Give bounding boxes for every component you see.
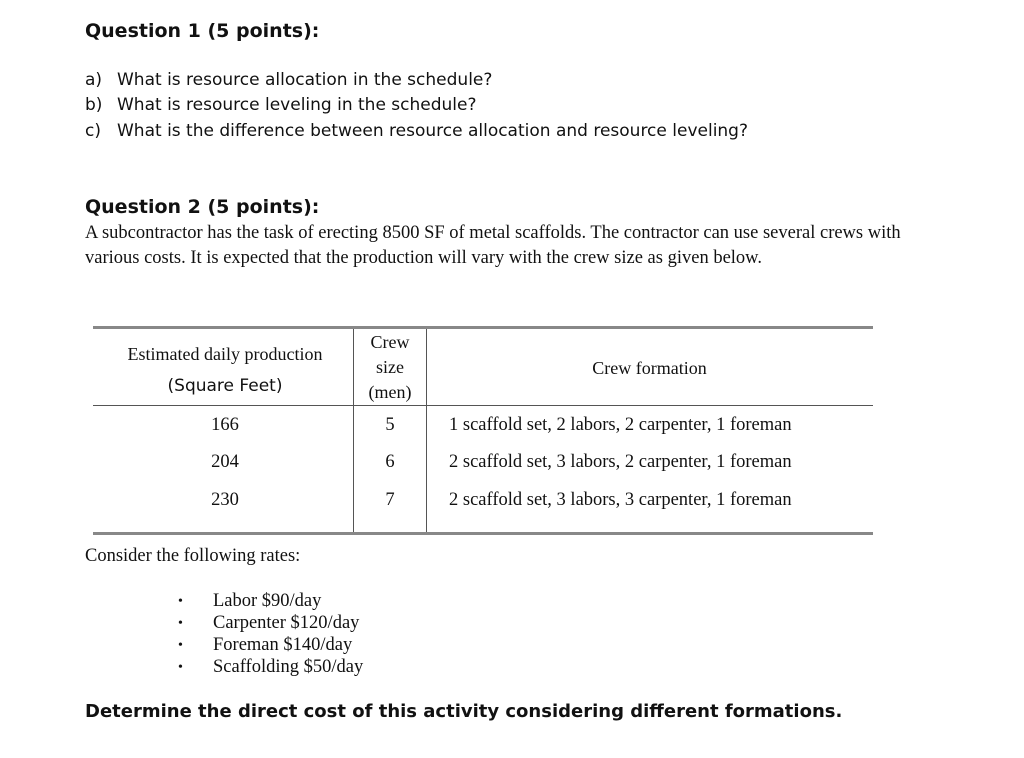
header-crew-size: Crew	[370, 332, 410, 352]
rates-label: Consider the following rates:	[85, 546, 301, 566]
item-label: c)	[85, 121, 101, 141]
header-production-unit: (Square Feet)	[167, 376, 283, 396]
table-top-rule	[93, 326, 873, 329]
question-1-item-c	[85, 121, 748, 141]
crew-size-cell: 7	[385, 490, 395, 510]
bullet-icon: •	[178, 594, 183, 609]
crew-size-cell: 5	[385, 415, 395, 435]
rate-item-labor: Labor $90/day	[213, 591, 322, 611]
item-text: What is resource allocation in the schedule?	[117, 70, 493, 90]
question-2-title: Question 2 (5 points):	[85, 196, 320, 218]
item-label: b)	[85, 95, 103, 115]
crew-size-cell: 6	[385, 452, 395, 472]
item-text: What is resource leveling in the schedule?	[117, 95, 477, 115]
question-2-description: A subcontractor has the task of erecting 8500 SF of metal scaffolds. The contractor can use several crews with various costs. It is expected that the production will vary with the crew size as given below.	[85, 223, 901, 268]
bullet-icon: •	[178, 638, 183, 653]
crew-formation-cell: 1 scaffold set, 2 labors, 2 carpenter, 1 foreman	[449, 415, 792, 435]
production-cell: 166	[211, 415, 239, 435]
question-1-item-a	[85, 70, 492, 90]
bullet-icon: •	[178, 660, 183, 675]
table-bottom-rule	[93, 532, 873, 535]
production-cell: 204	[211, 452, 239, 472]
production-cell: 230	[211, 490, 239, 510]
rate-item-scaffolding: Scaffolding $50/day	[213, 657, 364, 677]
bullet-icon: •	[178, 616, 183, 631]
item-text: What is the difference between resource allocation and resource leveling?	[117, 121, 749, 141]
header-crew-size: size	[376, 357, 404, 377]
item-label: a)	[85, 70, 103, 90]
header-crew-formation: Crew formation	[592, 358, 707, 378]
question-1-title: Question 1 (5 points):	[85, 20, 320, 42]
question-1-item-b	[85, 95, 477, 115]
table-header-rule	[93, 405, 873, 406]
crew-formation-cell: 2 scaffold set, 3 labors, 2 carpenter, 1 foreman	[449, 452, 792, 472]
rate-item-carpenter: Carpenter $120/day	[213, 613, 360, 633]
header-crew-size: (men)	[368, 382, 412, 402]
rate-item-foreman: Foreman $140/day	[213, 635, 353, 655]
header-production: Estimated daily production	[127, 344, 323, 364]
crew-formation-cell: 2 scaffold set, 3 labors, 3 carpenter, 1 foreman	[449, 490, 792, 510]
question-2-instruction: Determine the direct cost of this activity considering different formations.	[85, 701, 843, 722]
